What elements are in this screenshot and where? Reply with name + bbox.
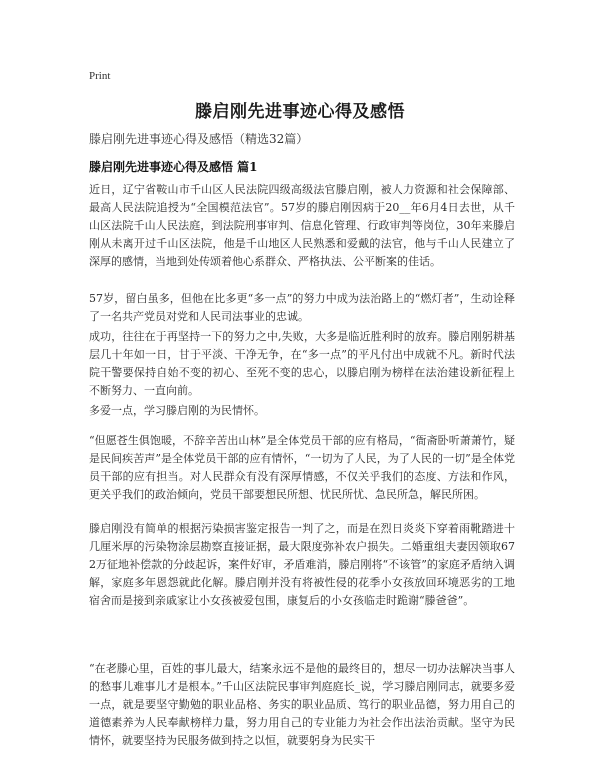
paragraph-2: 57岁，留白虽多，但他在比多更“多一点”的努力中成为法治路上的“燃灯者”，生动诠释了一名共产党员对党和人民司法事业的忠诚。	[89, 292, 515, 323]
paragraph-3: 成功，往往在于再坚持一下的努力之中,失败，大多是临近胜利时的放弃。滕启刚躬耕基层几十年如一日，甘于平淡、干净无争，在“多一点”的平凡付出中成就不凡。新时代法院干警要保持自始不变的初心、至死不变的忠心，以滕启刚为榜样在法治建设新征程上不断努力、一直向前。	[89, 330, 515, 397]
document-subtitle: 滕启刚先进事迹心得及感悟（精选32篇）	[89, 132, 309, 146]
paragraph-1: 近日，辽宁省鞍山市千山区人民法院四级高级法官滕启刚，被人力资源和社会保障部、最高人民法院追授为“全国模范法官”。57岁的滕启刚因病于20__年6月4日去世，从千山区法院千山人民法庭，到法院刑事审判、信息化管理、行政审判等岗位，30年来滕启刚从未离开过千山区法院，他是千山地区人民熟悉和爱戴的法官，他与千山人民建立了深厚的感情，当地到处传颂着他心系群众、严格执法、公平断案的佳话。	[89, 183, 515, 268]
section-heading: 滕启刚先进事迹心得及感悟 篇1	[89, 160, 258, 174]
print-label: Print	[89, 70, 111, 82]
paragraph-5: “但愿苍生俱饱暖，不辞辛苦出山林”是全体党员干部的应有格局，“衙斋卧听萧萧竹，疑是民间疾苦声”是全体党员干部的应有情怀，“一切为了人民，为了人民的一切”是全体党员干部的应有担当。对人民群众有没有深厚情感，不仅关乎我们的态度、方法和作风，更关乎我们的政治倾向，党员干部要想民所想、忧民所忧、急民所急，解民所困。	[89, 434, 515, 501]
paragraph-6: 滕启刚没有简单的根据污染损害鉴定报告一判了之，而是在烈日炎炎下穿着雨靴踏进十几厘米厚的污染物涂层勘察直接证据，最大限度弥补农户损失。二婚重组夫妻因领取672万征地补偿款的分歧起诉，案件好审，矛盾难消，滕启刚将“不该管”的家庭矛盾纳入调解，家庭多年恩怨就此化解。滕启刚并没有将被性侵的花季小女孩放回环境恶劣的工地宿舍而是接到亲戚家让小女孩被爱包围，康复后的小女孩临走时跪谢“滕爸爸”。	[89, 522, 515, 607]
paragraph-7: “在老滕心里，百姓的事儿最大，结案永远不是他的最终目的，想尽一切办法解决当事人的愁事儿难事儿才是根本。”千山区法院民事审判庭庭长_说，学习滕启刚同志，就要多爱一点，就是要坚守勤勉的职业品格、务实的职业品质、笃行的职业品德，努力用自己的道德素养为人民奉献榜样力量，努力用自己的专业能力为社会作出法治贡献。坚守为民情怀，就要坚持为民服务做到持之以恒，就要躬身为民实干	[89, 662, 515, 747]
page-title: 滕启刚先进事迹心得及感悟	[195, 102, 405, 122]
paragraph-4: 多爱一点，学习滕启刚的为民情怀。	[89, 404, 265, 417]
